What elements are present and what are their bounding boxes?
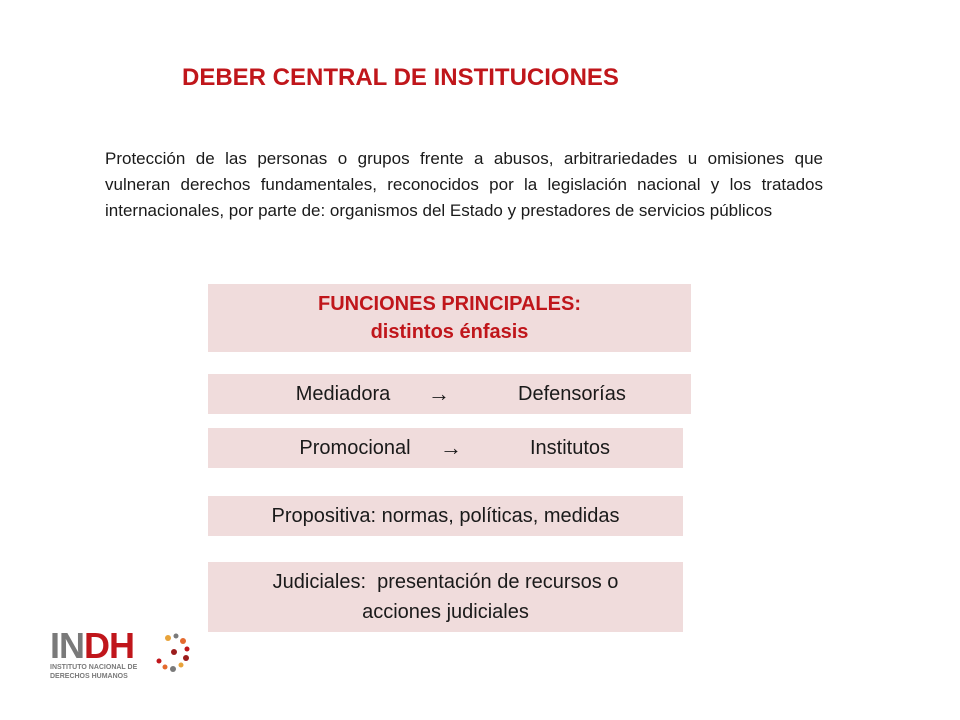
function-text-line1: Judiciales: presentación de recursos o <box>272 571 619 593</box>
mission-paragraph: Protección de las personas o grupos frente a abusos, arbitrariedades u omisiones que vulneran derechos fundamentales, reconocidos por la legislación nacional y los tratados internacionales, por parte de: organismos del Estado y prestadores de servicios públicos <box>105 149 823 220</box>
function-target: Defensorías <box>518 382 626 405</box>
function-box-judiciales <box>208 562 683 632</box>
functions-heading-line1: FUNCIONES PRINCIPALES: <box>318 293 581 315</box>
functions-heading-line2: distintos énfasis <box>370 321 529 343</box>
slide-title: DEBER CENTRAL DE INSTITUCIONES <box>182 64 619 91</box>
function-text-line2: acciones judiciales <box>362 601 529 623</box>
function-label: Promocional <box>299 436 411 459</box>
logo-subtitle-line1: INSTITUTO NACIONAL DE <box>50 664 138 671</box>
logo-wordmark: INDH <box>50 625 134 666</box>
arrow-right-icon: → <box>440 435 462 460</box>
function-text: Propositiva: normas, políticas, medidas <box>271 504 620 527</box>
function-target: Institutos <box>530 436 611 459</box>
logo-dots-icon <box>146 628 196 684</box>
function-box-propositiva <box>208 496 683 536</box>
function-label: Mediadora <box>295 382 391 405</box>
function-box-mediadora <box>208 374 691 414</box>
indh-logo <box>50 625 200 684</box>
function-box-promocional <box>208 428 683 468</box>
logo-subtitle-line2: DERECHOS HUMANOS <box>50 673 128 680</box>
arrow-right-icon: → <box>428 381 450 406</box>
functions-heading-box <box>208 284 691 352</box>
